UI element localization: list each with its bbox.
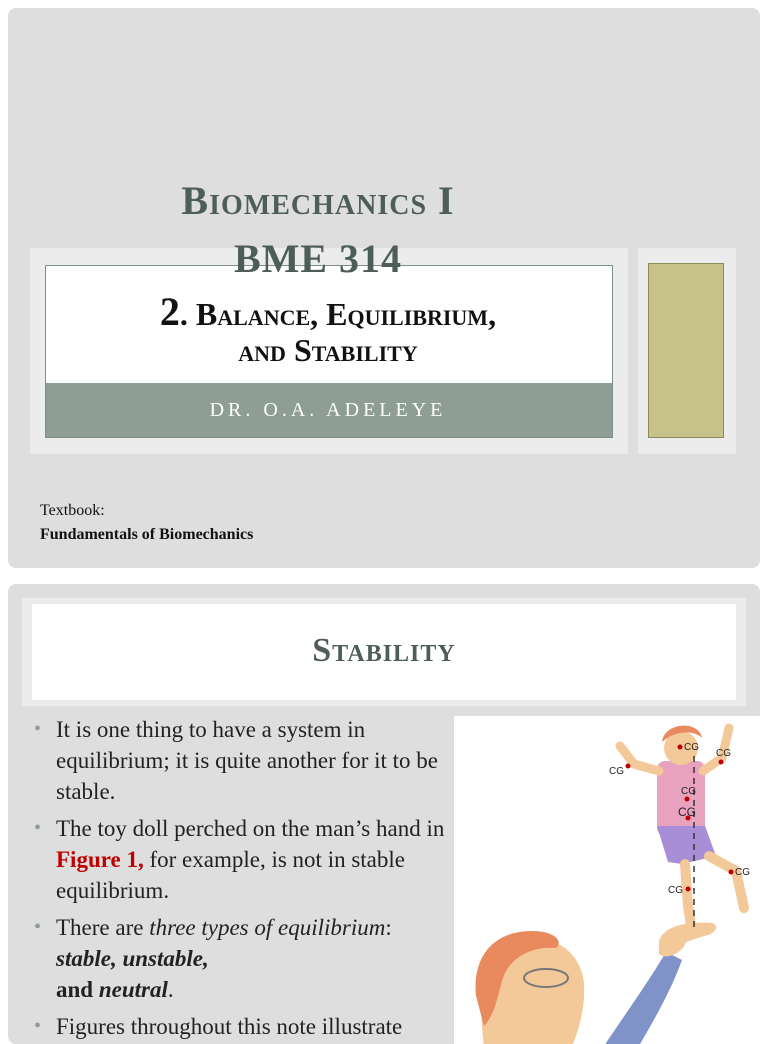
cg-label: CG bbox=[681, 786, 696, 797]
bullet-icon: • bbox=[34, 916, 42, 938]
textbook-title: Fundamentals of Biomechanics bbox=[40, 526, 254, 543]
figure-reference: Figure 1, bbox=[56, 847, 144, 872]
stability-slide bbox=[8, 584, 760, 1044]
bullet-icon: • bbox=[34, 817, 42, 839]
bullet-list bbox=[34, 714, 454, 1044]
bullet-icon: • bbox=[34, 718, 42, 740]
emphasis-text: three types of equilibrium bbox=[149, 915, 386, 940]
bullet-text: for example, is not in stable equilibrium. bbox=[56, 847, 405, 903]
cg-marker bbox=[719, 760, 724, 765]
cg-label: CG bbox=[684, 742, 699, 753]
bullet-icon: • bbox=[34, 1015, 42, 1037]
bullet-text: . bbox=[167, 977, 174, 1002]
cg-label: CG bbox=[678, 805, 696, 819]
doll-on-hand-illustration bbox=[454, 716, 760, 1044]
cg-marker bbox=[686, 887, 691, 892]
author-name: DR. O.A. ADELEYE bbox=[209, 399, 447, 421]
list-item bbox=[34, 1011, 454, 1042]
course-code: BME 314 bbox=[233, 236, 403, 281]
man-arm bbox=[604, 952, 682, 1044]
list-item bbox=[34, 714, 454, 807]
cg-label: CG bbox=[716, 748, 731, 759]
cg-marker bbox=[626, 764, 631, 769]
list-item bbox=[34, 813, 454, 906]
textbook-info bbox=[40, 499, 253, 547]
cg-marker bbox=[678, 745, 683, 750]
textbook-label: Textbook: bbox=[40, 502, 105, 519]
doll-body bbox=[657, 761, 705, 836]
cg-marker bbox=[729, 870, 734, 875]
bullet-text: The toy doll perched on the man’s hand in bbox=[56, 816, 445, 841]
bullet-text: It is one thing to have a system in equilibrium; it is quite another for it to be stable. bbox=[56, 717, 438, 804]
bullet-text: There are bbox=[56, 915, 150, 940]
figure-1 bbox=[454, 716, 760, 1044]
subtitle-line2: and Stability bbox=[238, 332, 418, 368]
lecture-number: 2 bbox=[159, 289, 180, 334]
bullet-text: : bbox=[385, 915, 392, 940]
list-item bbox=[34, 912, 454, 1005]
title-slide bbox=[8, 8, 760, 568]
emphasis-neutral: neutral bbox=[98, 977, 168, 1002]
cg-label: CG bbox=[668, 885, 683, 896]
cg-label: CG bbox=[735, 867, 750, 878]
olive-accent-box bbox=[648, 263, 724, 438]
doll-left-leg bbox=[685, 864, 691, 926]
course-title: Biomechanics I bbox=[181, 178, 455, 223]
cg-marker bbox=[685, 797, 690, 802]
doll-right-leg bbox=[709, 856, 744, 908]
cg-label: CG bbox=[609, 766, 624, 777]
bullet-text: and bbox=[56, 977, 99, 1002]
subtitle-line1: . Balance, Equilibrium, bbox=[179, 296, 497, 332]
slide-title: Stability bbox=[312, 632, 456, 669]
lecture-subtitle bbox=[45, 289, 611, 368]
bullet-text: Figures throughout this note illustrate bbox=[56, 1014, 403, 1039]
emphasis-stable-unstable: stable, unstable, bbox=[56, 946, 209, 971]
